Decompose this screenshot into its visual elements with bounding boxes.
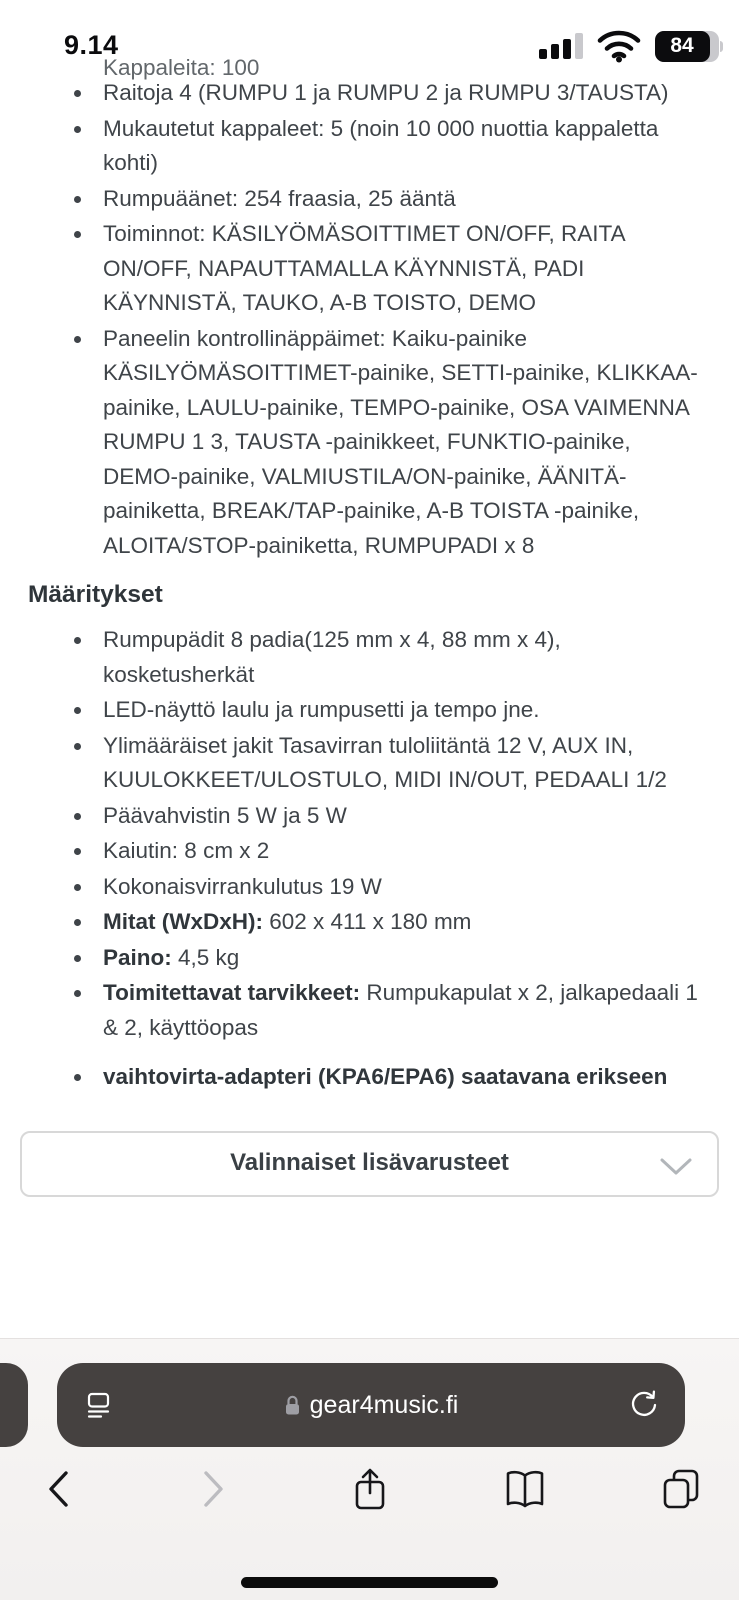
feature-list: [0, 76, 739, 563]
reload-icon[interactable]: [629, 1390, 659, 1420]
forward-button[interactable]: [190, 1461, 238, 1517]
bookmarks-icon: [504, 1469, 546, 1509]
list-item: LED-näyttö laulu ja rumpusetti ja tempo jne.: [103, 693, 711, 728]
share-button[interactable]: [346, 1461, 394, 1517]
list-item: Mitat (WxDxH): 602 x 411 x 180 mm: [103, 905, 711, 940]
spec-list: [0, 623, 739, 1095]
forward-icon: [202, 1469, 226, 1509]
list-item: Toimitettavat tarvikkeet: Rumpukapulat x 2, jalkapedaali 1 & 2, käyttöopas: [103, 976, 711, 1045]
safari-toolbar: [0, 1457, 739, 1521]
address-bar[interactable]: [57, 1363, 685, 1447]
list-item: Päävahvistin 5 W ja 5 W: [103, 799, 711, 834]
accordion-label: Valinnaiset lisävarusteet: [230, 1149, 509, 1177]
accordion-optional-accessories[interactable]: [20, 1131, 719, 1197]
list-item: vaihtovirta-adapteri (KPA6/EPA6) saatavana erikseen: [103, 1060, 711, 1095]
tabs-button[interactable]: [657, 1461, 705, 1517]
list-item: Kokonaisvirrankulutus 19 W: [103, 870, 711, 905]
list-item: Ylimääräiset jakit Tasavirran tuloliitäntä 12 V, AUX IN, KUULOKKEET/ULOSTULO, MIDI IN/OUT, PEDAALI 1/2: [103, 729, 711, 798]
reader-icon[interactable]: [85, 1391, 113, 1419]
list-item: Paneelin kontrollinäppäimet: Kaiku-painike KÄSILYÖMÄSOITTIMET-painike, SETTI-painike, KLIKKAA-painike, LAULU-painike, TEMPO-painike, OSA VAIMENNA RUMPU 1 3, TAUSTA -painikkeet, FUNKTIO-painike, DEMO-painike, VALMIUSTILA/ON-painike, ÄÄNITÄ-painiketta, BREAK/TAP-painike, A-B TOISTA -painike, ALOITA/STOP-painiketta, RUMPUPADI x 8: [103, 322, 711, 564]
bookmarks-button[interactable]: [501, 1461, 549, 1517]
list-item: Rumpuäänet: 254 fraasia, 25 ääntä: [103, 182, 711, 217]
back-button[interactable]: [34, 1461, 82, 1517]
safari-bottom-bar: [0, 1338, 739, 1600]
back-icon: [46, 1469, 70, 1509]
clipped-scrolled-text: Kappaleita: 100: [103, 55, 260, 80]
previous-tab-peek[interactable]: [0, 1363, 28, 1447]
address-url: gear4music.fi: [309, 1390, 459, 1419]
list-item: Raitoja 4 (RUMPU 1 ja RUMPU 2 ja RUMPU 3/TAUSTA): [103, 76, 711, 111]
battery-percent: 84: [655, 31, 710, 62]
list-item: Kaiutin: 8 cm x 2: [103, 834, 711, 869]
list-item: Mukautetut kappaleet: 5 (noin 10 000 nuottia kappaletta kohti): [103, 112, 711, 181]
clock: 9.14: [64, 30, 119, 60]
share-icon: [353, 1467, 387, 1511]
webpage-content: [0, 55, 739, 1197]
address-text-group: [284, 1391, 459, 1420]
section-heading-specifications: Määritykset: [28, 581, 163, 608]
lock-icon: [284, 1394, 301, 1416]
list-item: Paino: 4,5 kg: [103, 941, 711, 976]
tabs-icon: [661, 1468, 701, 1510]
list-item: Rumpupädit 8 padia(125 mm x 4, 88 mm x 4), kosketusherkät: [103, 623, 711, 692]
home-indicator[interactable]: [241, 1577, 498, 1588]
list-item: Toiminnot: KÄSILYÖMÄSOITTIMET ON/OFF, RAITA ON/OFF, NAPAUTTAMALLA KÄYNNISTÄ, PADI KÄYNNISTÄ, TAUKO, A-B TOISTO, DEMO: [103, 217, 711, 321]
chevron-down-icon: [659, 1157, 693, 1177]
